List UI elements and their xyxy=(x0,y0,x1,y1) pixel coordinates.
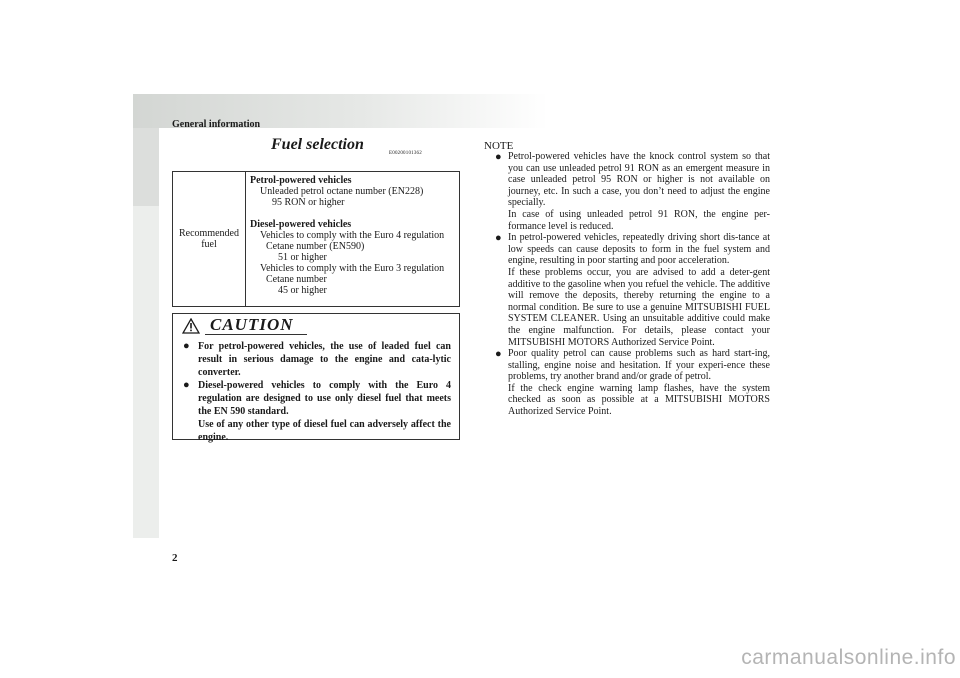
caution-header xyxy=(173,314,459,340)
diesel-cetane-value-2: 45 or higher xyxy=(278,285,327,296)
note-item-2: ● In petrol-powered vehicles, repeatedly driving short dis-tance at low speeds can cause deposits to form in the fuel system and engine, resulting in poor starting and poor acceleration. If these problems occur, you are advised to add a deter-gent additive to the gasoline when you refuel the vehicle. The additive will remove the deposits, thereby returning the engine to a normal condition. Be sure to use a genuine MITSUBISHI FUEL SYSTEM CLEANER. Using an unsuitable additive could make the engine malfunction. For details, please contact your MITSUBISHI MOTORS Authorized Service Point. xyxy=(495,232,770,348)
diesel-cetane-value-1: 51 or higher xyxy=(278,252,327,263)
bullet-icon: ● xyxy=(495,151,502,163)
bullet-icon: ● xyxy=(495,348,502,361)
petrol-ron-value: 95 RON or higher xyxy=(272,197,345,208)
page-title: Fuel selection xyxy=(271,136,364,153)
bullet-icon: ● xyxy=(183,379,190,391)
warning-triangle-icon xyxy=(182,318,200,334)
diesel-euro3: Vehicles to comply with the Euro 3 regulation xyxy=(260,263,445,274)
section-tab xyxy=(133,128,159,206)
caution-item-1: ● For petrol-powered vehicles, the use of leaded fuel can result in serious damage to the engine and cata-lytic converter. xyxy=(183,340,451,378)
caution-box xyxy=(172,313,460,443)
fuel-table xyxy=(172,171,460,307)
page-number: 2 xyxy=(172,552,178,564)
diesel-cetane-2: Cetane number xyxy=(266,274,327,285)
note-list xyxy=(495,151,770,418)
side-strip xyxy=(133,206,159,538)
note-item-1: ● Petrol-powered vehicles have the knock control system so that you can use unleaded petrol 91 RON as an emergent measure in case unleaded petrol 95 RON or higher is not available on journey, etc. In such a case, you don’t need to adjust the engine specially. In case of using unleaded petrol 91 RON, the engine per-formance level is reduced. xyxy=(495,151,770,232)
caution-item-2: ● Diesel-powered vehicles to comply with the Euro 4 regulation are designed to use only diesel fuel that meets the EN 590 standard. Use of any other type of diesel fuel can adversely affect the engine. xyxy=(183,379,451,443)
petrol-octane: Unleaded petrol octane number (EN228) xyxy=(260,186,424,197)
bullet-icon: ● xyxy=(183,340,190,352)
note-item-3: ● Poor quality petrol can cause problems such as hard start-ing, stalling, engine noise and hesitation. If your experi-ence these problems, try another brand and/or grade of petrol. If the check engine warning lamp flashes, have the system checked as soon as possible at a MITSUBISHI MOTORS Authorized Service Point. xyxy=(495,348,770,418)
diesel-cetane-1: Cetane number (EN590) xyxy=(266,241,365,252)
petrol-heading: Petrol-powered vehicles xyxy=(250,175,352,186)
fuel-table-label: Recommended fuel xyxy=(173,172,246,306)
fuel-table-content xyxy=(246,172,459,306)
note-label: NOTE xyxy=(484,140,514,152)
section-name: General information xyxy=(172,119,261,130)
bullet-icon: ● xyxy=(495,232,502,245)
watermark: carmanualsonline.info xyxy=(741,646,956,669)
caution-title: CAUTION xyxy=(210,315,294,334)
caution-underline xyxy=(205,334,307,335)
diesel-euro4: Vehicles to comply with the Euro 4 regulation xyxy=(260,230,445,241)
diesel-heading: Diesel-powered vehicles xyxy=(250,219,352,230)
document-code: E00200101362 xyxy=(389,151,422,156)
